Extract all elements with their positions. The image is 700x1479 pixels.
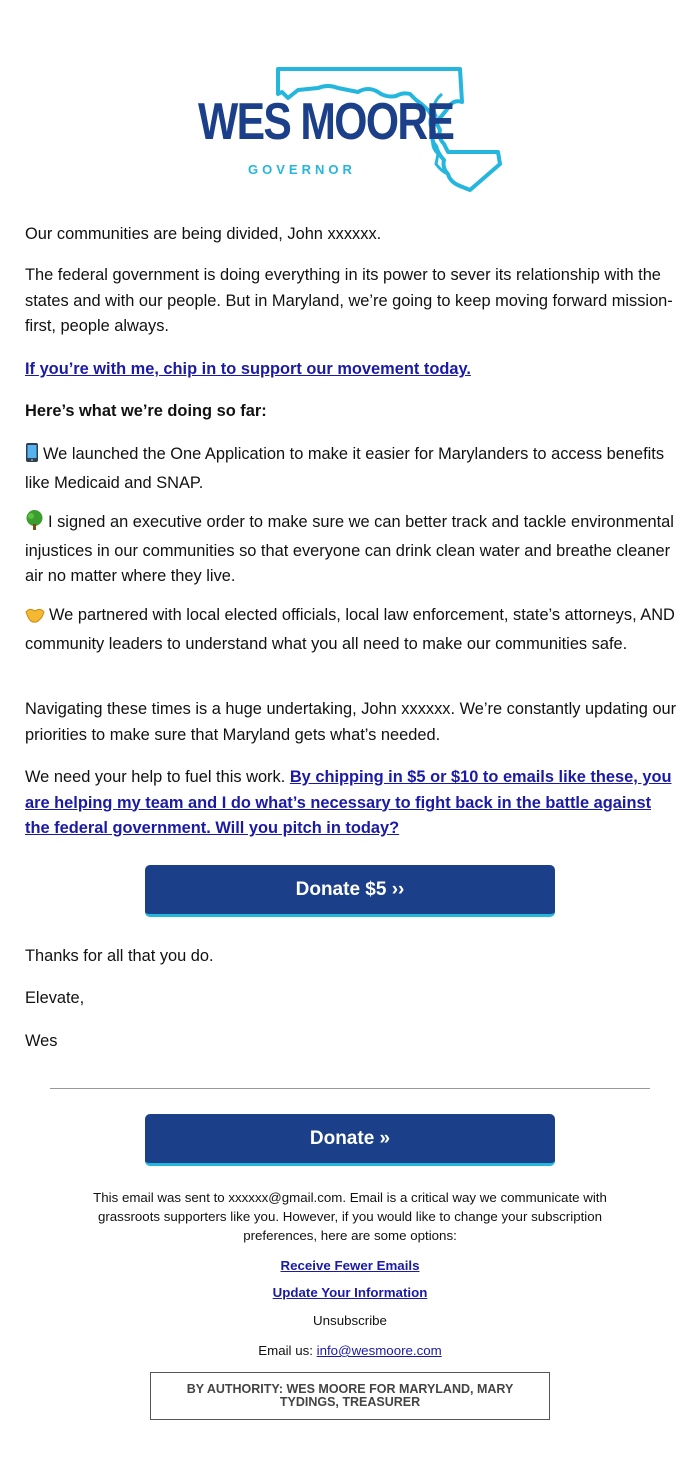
intro-text: The federal government is doing everything in its power to sever its relationship with the states and with our people. But in Maryland, we’re going to keep moving forward mission-first, people always. [25, 266, 673, 335]
handshake-emoji-icon [25, 606, 45, 632]
logo-name: WES MOORE [198, 93, 454, 151]
fuel-paragraph [25, 765, 680, 842]
fuel-text: We need your help to fuel this work. [25, 768, 286, 786]
signoff-text: Elevate, [25, 989, 85, 1007]
thanks-line [25, 944, 680, 970]
thanks-text: Thanks for all that you do. [25, 947, 214, 965]
authority-disclaimer [150, 1372, 550, 1420]
greeting-text: Our communities are being divided, John xxxxxx. [25, 225, 382, 243]
bullet-text: We partnered with local elected officials, local law enforcement, state’s attorneys, AND community leaders to understand what you all need to make our communities safe. [25, 606, 675, 653]
mobile-phone-emoji-icon [25, 443, 39, 471]
progress-heading-text: Here’s what we’re doing so far: [25, 402, 267, 420]
logo-subtitle: GOVERNOR [248, 162, 356, 177]
bullet-text: I signed an executive order to make sure we can better track and tackle environmental injustices in our communities so that everyone can drink clean water and breathe cleaner air no matter where they live. [25, 513, 674, 585]
bullet-one-application [25, 442, 680, 496]
navigating-text: Navigating these times is a huge undertaking, John xxxxxx. We’re constantly updating our priorities to make sure that Maryland gets what’s needed. [25, 700, 677, 744]
bullet-text: We launched the One Application to make it easier for Marylanders to access benefits like Medicaid and SNAP. [25, 445, 665, 492]
receive-fewer-emails-row [70, 1256, 630, 1275]
support-movement-link[interactable]: If you’re with me, chip in to support our movement today. [25, 360, 471, 378]
footer-divider [50, 1088, 650, 1089]
receive-fewer-emails-link[interactable]: Receive Fewer Emails [280, 1258, 420, 1273]
navigating-paragraph [25, 697, 680, 748]
email-us-row [70, 1341, 630, 1360]
cta-paragraph [25, 357, 680, 383]
email-us-address-link[interactable]: info@wesmoore.com [316, 1343, 442, 1358]
authority-text: BY AUTHORITY: WES MOORE FOR MARYLAND, MARY TYDINGS, TREASURER [186, 1381, 514, 1409]
bullet-partnerships [25, 603, 680, 657]
greeting [25, 222, 680, 248]
wes-moore-logo[interactable] [198, 64, 502, 194]
signature-line [25, 1029, 680, 1055]
update-information-link[interactable]: Update Your Information [272, 1285, 428, 1300]
donate-5-button[interactable]: Donate $5 ›› [145, 865, 555, 917]
intro-paragraph [25, 263, 680, 340]
signoff-line [25, 986, 680, 1012]
tree-emoji-icon [25, 510, 44, 539]
donate-button[interactable]: Donate » [145, 1114, 555, 1166]
footer-notice: This email was sent to xxxxxx@gmail.com. Email is a critical way we communicate with grassroots supporters like you. However, if you would like to change your subscription preferences, here are some options: [93, 1190, 607, 1243]
progress-heading [25, 399, 680, 425]
chip-in-link[interactable]: By chipping in $5 or $10 to emails like these, you are helping my team and I do what’s necessary to fight back in the battle against the federal government. Will you pitch in today? [25, 768, 672, 837]
bullet-executive-order [25, 510, 680, 590]
unsubscribe-row [70, 1311, 630, 1330]
signature-text: Wes [25, 1032, 58, 1050]
email-us-label: Email us: [258, 1343, 313, 1358]
unsubscribe-link[interactable]: Unsubscribe [313, 1313, 387, 1328]
update-information-row [70, 1283, 630, 1302]
